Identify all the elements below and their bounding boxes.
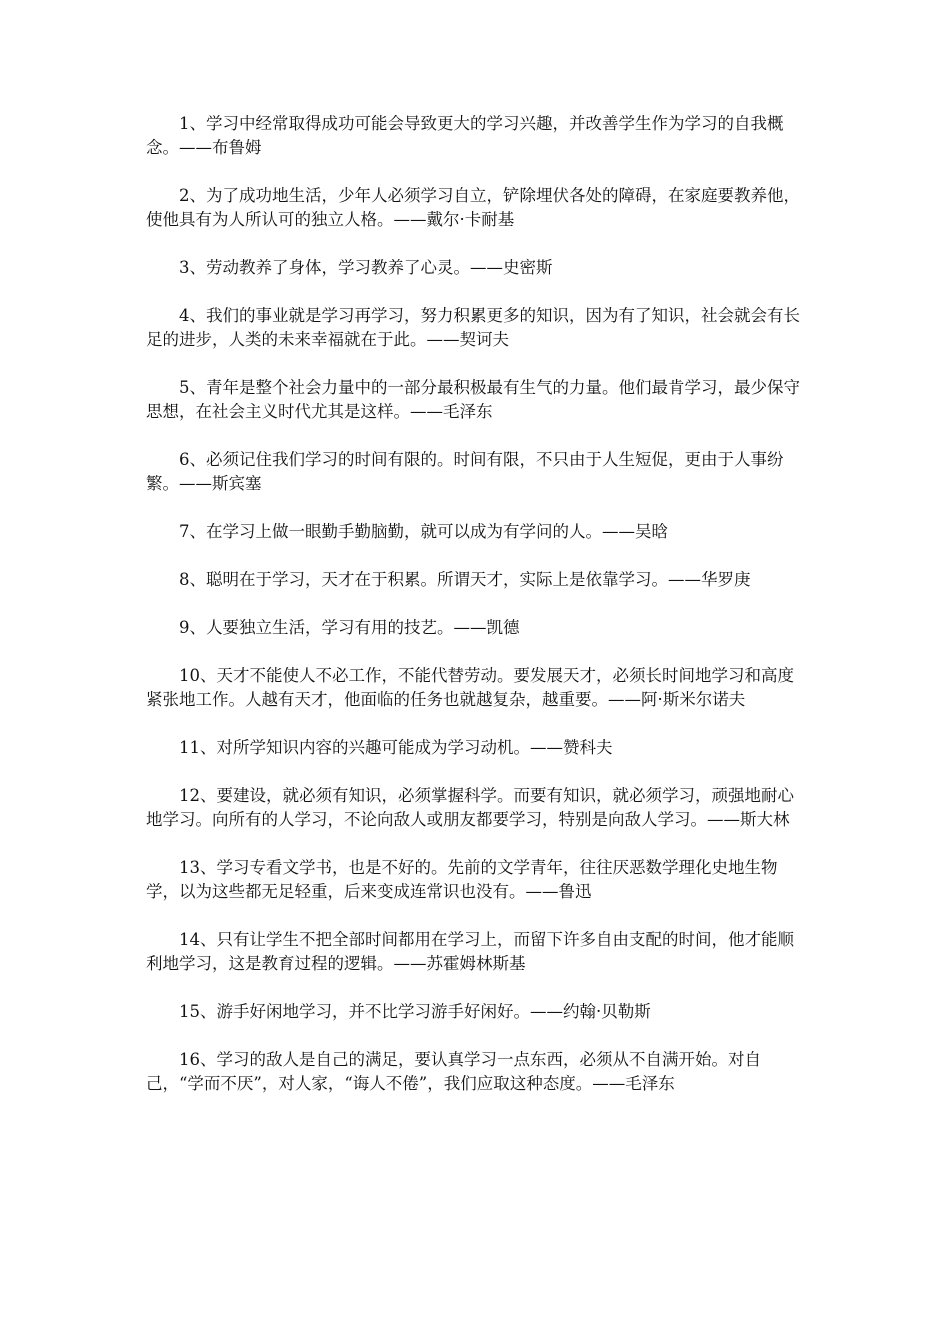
quote-paragraph: 11、对所学知识内容的兴趣可能成为学习动机。——赞科夫: [179, 738, 613, 757]
quote-paragraph: 10、天才不能使人不必工作，不能代替劳动。要发展天才，必须长时间地学习和高度紧张地工作。人越有天才，他面临的任务也就越复杂，越重要。——阿·斯米尔诺夫: [146, 666, 794, 709]
quote-paragraph: 6、必须记住我们学习的时间有限的。时间有限，不只由于人生短促，更由于人事纷繁。——斯宾塞: [146, 450, 784, 493]
quote-list: [146, 112, 810, 1120]
quote-paragraph: 5、青年是整个社会力量中的一部分最积极最有生气的力量。他们最肯学习，最少保守思想，在社会主义时代尤其是这样。——毛泽东: [146, 378, 800, 421]
quote-paragraph: 4、我们的事业就是学习再学习，努力积累更多的知识，因为有了知识，社会就会有长足的进步，人类的未来幸福就在于此。——契诃夫: [146, 306, 800, 349]
quote-paragraph: 2、为了成功地生活，少年人必须学习自立，铲除埋伏各处的障碍，在家庭要教养他，使他具有为人所认可的独立人格。——戴尔·卡耐基: [146, 186, 800, 229]
quote-paragraph: 14、只有让学生不把全部时间都用在学习上，而留下许多自由支配的时间，他才能顺利地学习，这是教育过程的逻辑。——苏霍姆林斯基: [146, 930, 794, 973]
quote-paragraph: 15、游手好闲地学习，并不比学习游手好闲好。——约翰·贝勒斯: [179, 1002, 651, 1021]
quote-paragraph: 3、劳动教养了身体，学习教养了心灵。——史密斯: [179, 258, 553, 277]
quote-paragraph: 13、学习专看文学书，也是不好的。先前的文学青年，往往厌恶数学理化史地生物学，以为这些都无足轻重，后来变成连常识也没有。——鲁迅: [146, 858, 778, 901]
quote-paragraph: 7、在学习上做一眼勤手勤脑勤，就可以成为有学问的人。——吴晗: [179, 522, 668, 541]
quote-paragraph: 16、学习的敌人是自己的满足，要认真学习一点东西，必须从不自满开始。对自己，“学而不厌”，对人家，“诲人不倦”，我们应取这种态度。——毛泽东: [146, 1050, 761, 1093]
quote-paragraph: 9、人要独立生活，学习有用的技艺。——凯德: [179, 618, 520, 637]
quote-paragraph: 8、聪明在于学习，天才在于积累。所谓天才，实际上是依靠学习。——华罗庚: [179, 570, 751, 589]
quote-paragraph: 12、要建设，就必须有知识，必须掌握科学。而要有知识，就必须学习，顽强地耐心地学习。向所有的人学习，不论向敌人或朋友都要学习，特别是向敌人学习。——斯大林: [146, 786, 794, 829]
quote-paragraph: 1、学习中经常取得成功可能会导致更大的学习兴趣，并改善学生作为学习的自我概念。——布鲁姆: [146, 114, 784, 157]
